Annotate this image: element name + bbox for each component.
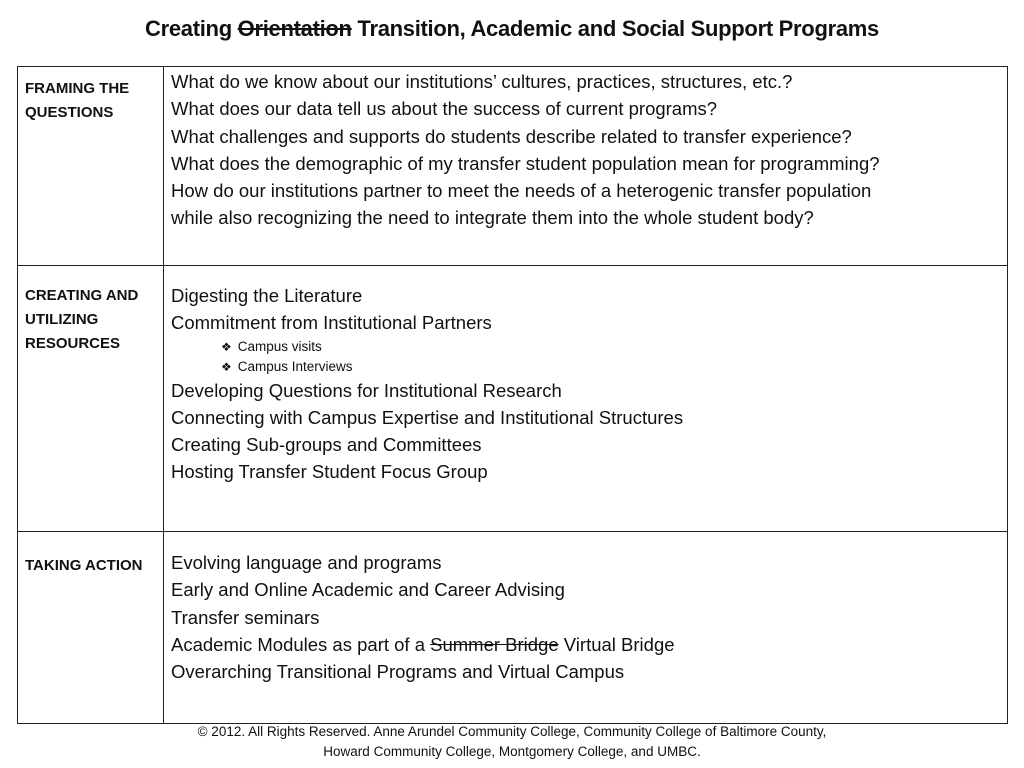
list-item: Transfer seminars — [171, 606, 320, 628]
list-item: Digesting the Literature — [171, 285, 363, 306]
list-item: Creating Sub-groups and Committees — [171, 434, 482, 456]
table-row — [18, 266, 1008, 532]
table-row — [18, 532, 1008, 724]
table-row — [18, 67, 1008, 266]
row-heading: FRAMING THE QUESTIONS — [18, 67, 164, 266]
list-item: How do our institutions partner to meet the needs of a heterogenic transfer population — [171, 180, 872, 202]
list-item: What do we know about our institutions’ cultures, practices, structures, etc.? — [171, 71, 793, 92]
copyright-footer — [0, 722, 1024, 762]
list-item: Developing Questions for Institutional Research — [171, 379, 562, 401]
footer-line: Howard Community College, Montgomery College, and UMBC. — [323, 744, 701, 759]
diamond-bullet-icon: ❖ — [221, 359, 232, 374]
sub-item-text: Campus visits — [237, 338, 322, 354]
sub-list-item — [171, 337, 1001, 357]
title-text: Transition, Academic and Social Support Programs — [351, 16, 879, 41]
list-item: Overarching Transitional Programs and Virtual Campus — [171, 661, 625, 683]
diamond-bullet-icon: ❖ — [221, 339, 232, 354]
list-item: Connecting with Campus Expertise and Institutional Structures — [171, 406, 684, 428]
list-item: Early and Online Academic and Career Advising — [171, 579, 565, 601]
list-item: What challenges and supports do students describe related to transfer experience? — [171, 125, 852, 147]
list-item — [171, 631, 1001, 658]
list-item: Evolving language and programs — [171, 552, 442, 573]
title-struck-text: Orientation — [237, 16, 352, 41]
program-table — [17, 66, 1008, 724]
row-body — [164, 266, 1008, 532]
row-body — [164, 532, 1008, 724]
item-text: Academic Modules as part of a — [171, 633, 431, 655]
list-item: What does our data tell us about the success of current programs? — [171, 98, 718, 120]
slide-title — [0, 16, 1024, 42]
title-text: Creating — [145, 16, 238, 41]
row-body — [164, 67, 1008, 266]
list-item: Commitment from Institutional Partners — [171, 312, 492, 334]
row-heading: CREATING AND UTILIZING RESOURCES — [18, 266, 164, 532]
sub-list-item — [171, 357, 1001, 377]
list-item: What does the demographic of my transfer student population mean for programming? — [171, 152, 880, 174]
struck-text: Summer Bridge — [430, 633, 559, 655]
list-item: while also recognizing the need to integrate them into the whole student body? — [171, 207, 814, 229]
item-text: Virtual Bridge — [558, 633, 675, 655]
footer-line: © 2012. All Rights Reserved. Anne Arundel Community College, Community College of Baltimore County, — [197, 724, 827, 739]
row-heading: TAKING ACTION — [18, 532, 164, 724]
list-item: Hosting Transfer Student Focus Group — [171, 461, 488, 483]
sub-item-text: Campus Interviews — [237, 358, 353, 374]
